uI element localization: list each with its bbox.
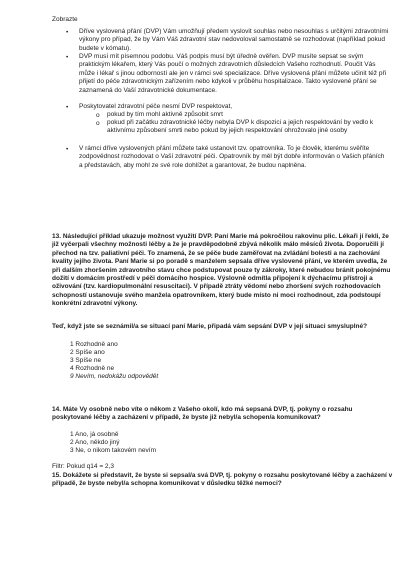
bullet-dot: • <box>66 146 69 153</box>
section-header: Zobrazte <box>52 16 78 23</box>
bullet-dvp-definition: Dříve vyslovená přání (DVP) Vám umožňují předem vyslovit souhlas nebo nesouhlas s určitými zdravotními výkony pro případ, že by Vám Váš zdravotní stav nedovoloval samostatně se rozhodovat (například pokud budete v kómatu). <box>79 28 389 52</box>
sub-bullet-unavailable: pokud při začátku zdravotnické léčby nebyla DVP k dispozici a jejich respektování by vedlo k aktivnímu způsobení smrti nebo pokud by jejich respektování ohrožovalo jiné osoby <box>107 119 374 135</box>
sub-bullet-circle: o <box>96 112 100 119</box>
question-14-prompt: 14. Máte Vy osobně nebo víte o někom z Vašeho okolí, kdo má sepsaná DVP, tj. pokyny o rozsahu poskytované léčby a zacházení v případě, že byste již nebyl/a schopen/a komunikovat? <box>52 406 353 422</box>
bullet-guardian: V rámci dříve vyslovených přání můžete také ustanovit tzv. opatrovníka. To je člověk, kterému svěříte zodpovědnost rozhodovat o Vaší zdravotní péči. Opatrovník by měl být dobře informován o Vašich přáních a představách, aby mohl ze své role dohlížet a garantovat, že budou naplněna. <box>79 145 385 169</box>
question-13-prompt: Teď, když jste se seznámil/a se situací paní Marie, připadá vám sepsání DVP v její situaci smysluplné? <box>52 323 368 330</box>
q13-option-3[interactable]: 3 Spíše ne <box>70 357 102 364</box>
q13-option-9[interactable]: 9 Nevím, nedokážu odpovědět <box>70 373 159 380</box>
filter-note: Filtr: Pokud q14 = 2,3 <box>52 463 114 470</box>
bullet-dot: • <box>66 54 69 61</box>
bullet-dot: • <box>66 29 69 36</box>
question-13-scenario: 13. Následující příklad ukazuje možnost využití DVP. Paní Marie má pokročilou rakovinu plic. Lékaři jí řekli, že již vyčerpali všechny možnosti léčby a že je pravděpodobně zbývá několik málo měsíců života. Doporučili jí přechod na tzv. paliativní péči. To znamená, že se péče bude zaměřovat na zvládání bolesti a na zachování kvality jejího života. Paní Marie si po poradě s manželem sepsala dříve vyslovené přání, ve kterém uvedla, že při dalším zhoršením zdravotního stavu chce podstupovat pouze ty zákroky, které nebudou bránit pokojnému dožití v domácím prostředí v péči domácího hospice. Výslovně odmítla připojení k dýchacímu přístroji a oživování (tzv. kardiopulmonální resuscitaci). V případě ztráty vědomí nebo zhoršení svých rozhodovacích schopností ustanovuje svého manžela opatrovníkem, který bude místo ni moci rozhodnout, zda podstoupí konkrétní zdravotní výkony. <box>52 233 391 308</box>
bullet-written-form: DVP musí mít písemnou podobu. Váš podpis musí být úředně ověřen. DVP musíte sepsat se svým praktickým lékařem, který Vás poučí o možných zdravotních důsledcích Vašeho rozhodnutí. Poučit Vás může i lékař s jinou odborností ale jen v rámci své specializace. Dříve vyslovená přání můžete učinit též při přijetí do péče zdravotnickým zařízením nebo kdykoli v průběhu hospitalizace. Takto vyslovené přání se zaznamená do Vaší zdravotnické dokumentace. <box>79 53 387 94</box>
bullet-dot: • <box>66 104 69 111</box>
q13-option-1[interactable]: 1 Rozhodně ano <box>70 341 118 348</box>
q14-option-1[interactable]: 1 Ano, já osobně <box>70 431 119 438</box>
question-15-prompt: 15. Dokážete si představit, že byste si sepsal/a svá DVP, tj. pokyny o rozsahu poskytované léčby a zacházení v případě, že byste nebyl/a schopna komunikovat v důsledku těžké nemoci? <box>52 472 393 488</box>
q13-option-2[interactable]: 2 Spíše ano <box>70 349 105 356</box>
q14-option-3[interactable]: 3 Ne, o nikom takovém nevím <box>70 447 156 454</box>
sub-bullet-death: pokud by tím mohl aktivně způsobit smrt <box>107 111 223 118</box>
q14-option-2[interactable]: 2 Ano, někdo jiný <box>70 439 120 446</box>
q13-option-4[interactable]: 4 Rozhodně ne <box>70 365 115 372</box>
sub-bullet-circle: o <box>96 120 100 127</box>
bullet-provider-limits: Poskytovatel zdravotní péče nesmí DVP respektovat, <box>79 103 233 110</box>
